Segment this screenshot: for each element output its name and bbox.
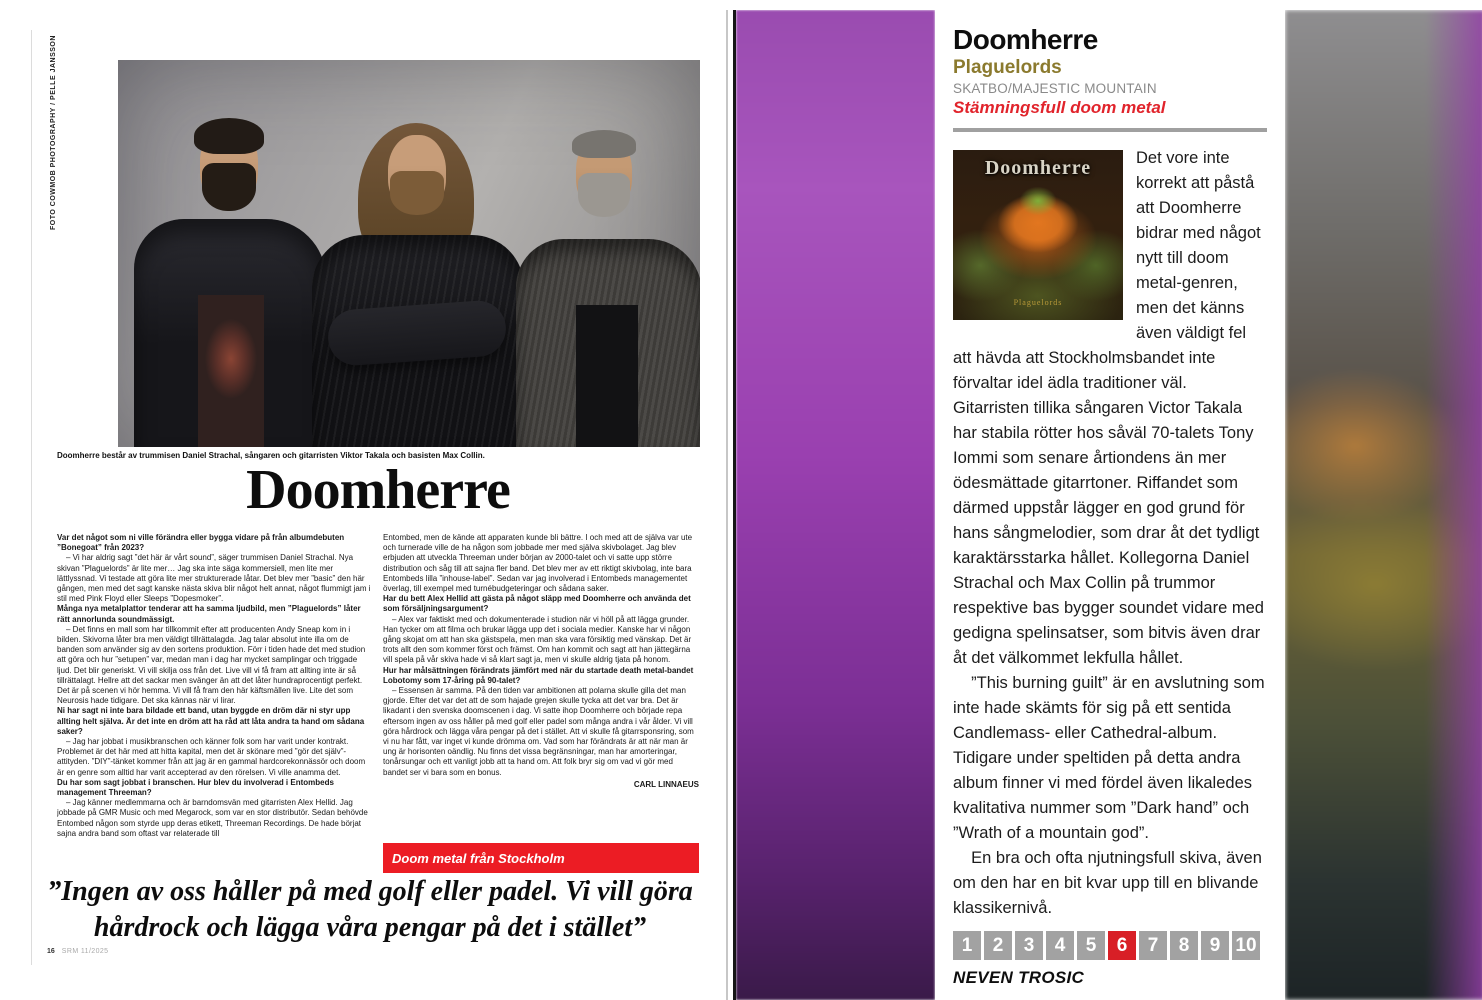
black-shirt (576, 305, 638, 447)
rating-box-8: 8 (1170, 931, 1198, 960)
interview-question: Du har som sagt jobbat i branschen. Hur blev du involverad i Entombeds management Threeman? (57, 777, 334, 798)
article-column-1 (57, 533, 373, 865)
page-gutter-line (726, 10, 728, 1000)
issue-label: SRM 11/2025 (61, 948, 109, 955)
interview-article (57, 533, 699, 865)
blurred-background-left (736, 10, 935, 1000)
pull-quote: ”Ingen av oss håller på med golf eller padel. Vi vill göra hårdrock och lägga våra pengar på det i stället” (47, 876, 693, 943)
page-edge-line (31, 30, 32, 965)
blurred-background-right (1285, 10, 1482, 1000)
interview-answer: Entombed, men de kände att apparaten kunde bli bättre. I och med att de själva var ute och turnerade ville de ha någon som jobbade mer med själva skivbolaget. Jag blev erbjuden att utveckla Threeman under början av 2000-talet och vi satte upp större distribution och såg till att sajna fler band. Det blev mer av ett riktigt skivbolag, inte bara Entombeds lilla ”inhouse-label”. Sedan var jag involverad i Entombeds managementet överlag, till exempel med turnébudgeteringar och sådana saker. (383, 533, 693, 594)
gray-beard (578, 173, 630, 217)
article-headline: Doomherre (246, 459, 510, 521)
rating-box-7: 7 (1139, 931, 1167, 960)
interview-answer: – Vi har aldrig sagt ”det här är vårt sound”, säger trummisen Daniel Strachal. Nya skivan ”Plaguelords” är lite mer… Jag ska inte säga kommersiell, men lite mer lättlyssnad. Vi testade att göra lite mer strukturerade låtar. Det blev mer ”basic” den här gången, men med det sagt kanske nästa skiva blir något helt annat, något flummigt jam i stil med Pink Floyd eller Sleeps ”Dopesmoker”. (57, 553, 371, 604)
beard (390, 171, 444, 215)
interview-question: Hur har målsättningen förändrats jämfört med när du startade death metal-bandet Lobotomy som 17-åring på 90-talet? (383, 665, 694, 685)
interview-question: Har du bett Alex Hellid att gästa på något släpp med Doomherre och använda det som försäljningsargument? (383, 594, 691, 614)
rating-box-9: 9 (1201, 931, 1229, 960)
record-label: SKATBO/MAJESTIC MOUNTAIN (953, 81, 1157, 96)
divider-rule (953, 128, 1267, 132)
album-cover-band-logo: Doomherre (984, 157, 1092, 179)
beard (202, 163, 256, 211)
page-number: 16 (47, 948, 55, 955)
reviewer-name: NEVEN TROSIC (953, 968, 1085, 987)
band-member-left (134, 125, 326, 447)
review-paragraph: Det vore inte korrekt att påstå att Doomherre bidrar med något nytt till doom metal-genren, men det känns även väldigt fel att hävda att Stockholmsbandet inte förvaltar idel ädla traditioner väl. Gitarristen tillika sångaren Victor Takala har stabila rötter hos såväl 70-talets Tony Iommi som senare årtiondens än mer ödesmättade gitarrtoner. Riffandet som därmed uppstår lägger en god grund för hans sångmelodier, som drar åt det tydligt karaktärsstarka hållet. Kollegorna Daniel Strachal och Max Collin på trummor respektive bas bygger soundet vidare med gedigna spelinsatser, som bitvis även drar åt det välkommet lekfulla hållet. (953, 149, 1264, 667)
page-footer (47, 948, 108, 955)
review-artist: Doomherre (953, 24, 1098, 55)
photo-credit: FOTO COWMOB PHOTOGRAPHY / PELLE JANSSON (50, 35, 57, 230)
article-column-2 (383, 533, 699, 865)
rating-box-3: 3 (1015, 931, 1043, 960)
review-paragraph: ”This burning guilt” är en avslutning som inte hade skämts för sig på ett sentida Candlemass- eller Cathedral-album. Tidigare under speltiden på detta andra album finner vi med fördel även likaledes kvalitativa nummer som ”Dark hand” och ”Wrath of a mountain god”. (953, 674, 1265, 842)
review-paragraph: En bra och ofta njutningsfull skiva, även om den har en bit kvar upp till en blivande klassikernivå. (953, 849, 1262, 917)
rating-box-10: 10 (1232, 931, 1260, 960)
band-member-right (516, 135, 700, 447)
album-cover-art (953, 150, 1123, 320)
rating-box-6: 6 (1108, 931, 1136, 960)
album-cover-title: Plaguelords (1013, 298, 1063, 307)
review-page (733, 10, 1482, 1000)
interview-answer: – Det finns en mall som har tillkommit efter att producenten Andy Sneap kom in i bilden. Skivorna låter bra men väldigt tillrättalagda. Jag talar absolut inte illa om de banden som använder sig av den sortens produktion. Förr i tiden hade det med studion att göra och hur ”setupen” var, medan man i dag har mycket samplingar och triggade ljud. Det blir generiskt. Vi vill skilja oss från det. Live vill vi få fram att allting inte är så tillrättalagt. Hellre att det sackar men svänger än att det låter hundraprocentigt perfekt. Det är på scenen vi hör hemma. Vi vill få fram den här käftsmällen live. Lite det som Neurosis hade tidigare. Det ska kännas när vi lirar. (57, 624, 366, 706)
genre-tag-box: Doom metal från Stockholm (383, 843, 699, 873)
article-byline: CARL LINNAEUS (633, 779, 699, 789)
hair (194, 118, 264, 154)
rating-box-2: 2 (984, 931, 1012, 960)
rating-box-4: 4 (1046, 931, 1074, 960)
review-album-title: Plaguelords (953, 57, 1062, 78)
review-column (935, 10, 1285, 1000)
photo-caption: Doomherre består av trummisen Daniel Strachal, sångaren och gitarristen Viktor Takala och basisten Max Collin. (57, 451, 485, 460)
band-member-middle (312, 123, 524, 447)
rating-box-1: 1 (953, 931, 981, 960)
review-tagline: Stämningsfull doom metal (953, 98, 1166, 117)
interview-question: Var det något som ni ville förändra eller bygga vidare på från albumdebuten ”Bonegoat” från 2023? (57, 533, 345, 553)
interview-answer: – Jag har jobbat i musikbranschen och känner folk som har varit under kontrakt. Problemet är det här med att hitta kapital, men det är skönare med ”gör det själv”-attityden. ”DIY”-tänket kommer från att jag är en gammal hardcorekonnässör och doom är en genre som alltid har varit accepterad av den rörelsen. Vi ville anamma det. (57, 737, 366, 777)
interview-answer: – Jag känner medlemmarna och är barndomsvän med gitarristen Alex Hellid. Jag jobbade på GMR Music och med Megarock, som var en stor distributör. Sedan behövde Entombed någon som styrde upp deras etikett, Threeman Recordings. De hade börjat sajna andra band som oftast var relaterade till (57, 798, 368, 838)
band-shirt (198, 295, 264, 447)
interview-answer: – Essensen är samma. På den tiden var ambitionen att polarna skulle gilla det man gjorde. Efter det var det att de som hajade grejen skulle tycka att det var bra. Det är likadant i den svenska doomscenen i dag. Vi satte ihop Doomherre och började repa eftersom ingen av oss håller på med golf eller padel som många andra i vår ålder. Vi vill göra hårdrock och lägga våra pengar på det i stället. Att vi skulle få gitarrsponsring, som vi nu har fått, var inget vi kunde drömma om. Vad som har förändrats är att när man är ung är horisonten oändlig. Nu finns det vissa begränsningar, man har amorteringar, tonårsungar och ett vanligt jobb att ta hand om. Att folk bryr sig om vad vi gör med bandet ser vi bara som en bonus. (383, 686, 694, 777)
review-paragraphs (953, 146, 1267, 921)
interview-question: Ni har sagt ni inte bara bildade ett band, utan byggde en dröm där ni styr upp allting helt själva. Är det inte en dröm att ha råd att låta andra ta hand om sådana saker? (57, 706, 365, 736)
rating-bar (953, 931, 1267, 960)
rating-box-5: 5 (1077, 931, 1105, 960)
interview-question: Många nya metalplattor tenderar att ha samma ljudbild, men ”Plaguelords” låter rätt annorlunda soundmässigt. (57, 604, 361, 624)
interview-page (0, 0, 733, 1000)
band-photo (118, 60, 700, 447)
gray-hair (572, 130, 636, 158)
interview-answer: – Alex var faktiskt med och dokumenterade i studion när vi höll på att lägga grunder. Han tycker om att filma och brukar lägga upp det i sociala medier. Kanske har vi någon gång skojat om att han ska gästspela, men man ska vara försiktig med vänskap. Det är trots allt den som kommer först och främst. Om han kommit och sagt att han jättegärna vill spela på vår skiva hade vi så klart sagt ja, men vi skulle aldrig tjata på honom. (383, 614, 692, 665)
